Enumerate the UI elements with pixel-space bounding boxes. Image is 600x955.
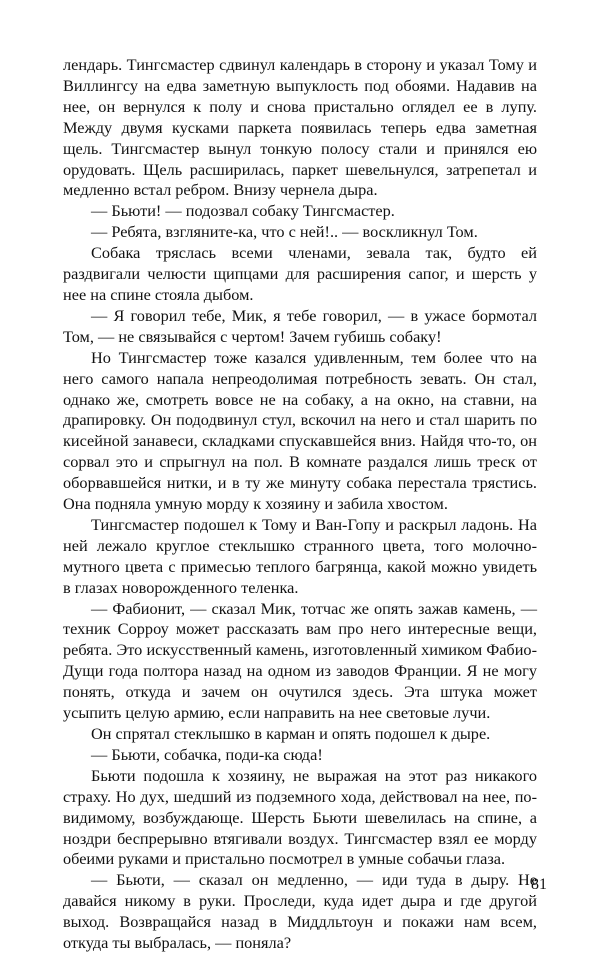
paragraph: — Бьюти! — подозвал собаку Тингсмастер. bbox=[91, 201, 395, 221]
paragraph: — Фабионит, — сказал Мик, тотчас же опять зажав камень, — техник Сорроу может рассказать вам про него интересные вещи, ребята. Это искусственный камень, изготовленный химиком Фабио-Дущи года полтора назад на одном из заводов Франции. Я не могу понять, откуда и зачем он очутился здесь. Эта штука может усыпить целую армию, если направить на нее световые лучи. bbox=[63, 598, 537, 723]
paragraph: Он спрятал стеклышко в карман и опять подошел к дыре. bbox=[91, 724, 491, 743]
paragraph: Собака тряслась всеми членами, зевала так, будто ей раздвигали челюсти щипцами для расширения сапог, и шерсть у нее на спине стояла дыбом. bbox=[63, 243, 537, 304]
paragraph: — Я говорил тебе, Мик, я тебе говорил, — в ужасе бормотал Том, — не связывайся с чертом! Зачем губишь собаку! bbox=[63, 305, 537, 346]
paragraph: — Бьюти, собачка, поди-ка сюда! bbox=[91, 744, 323, 764]
page-body bbox=[63, 55, 537, 954]
paragraph: Но Тингсмастер тоже казался удивленным, тем более что на него самого напала непреодолимая потребность зевать. Он стал, однако же, смотреть вовсе не на собаку, а на окно, на ставни, на драпировку. Он пододвинул стул, вскочил на него и стал шарить по кисейной занавеси, складками спускавшейся вниз. Найдя что-то, он сорвал это и спрыгнул на пол. В комнате раздался лишь треск от оборвавшейся нитки, и в ту же минуту собака перестала трястись. Она подняла умную морду к хозяину и забила хвостом. bbox=[63, 347, 537, 514]
paragraph: Бьюти подошла к хозяину, не выражая на этот раз никакого страху. Но дух, шедший из подземного хода, действовал на нее, по-видимому, возбуждающе. Шерсть Бьюти шевелилась на спине, а ноздри беспрерывно втягивали воздух. Тингсмастер взял ее морду обеими руками и пристально посмотрел в умные собачьи глаза. bbox=[63, 765, 537, 869]
paragraph: — Бьюти, — сказал он медленно, — иди туда в дыру. Не давайся никому в руки. Проследи, куда идет дыра и где другой выход. Возвращайся назад в Миддльтоун и покажи нам всем, откуда ты выбралась, — поняла? bbox=[63, 870, 537, 953]
page-number: 81 bbox=[531, 876, 547, 893]
paragraph: Тингсмастер подошел к Тому и Ван-Гопу и раскрыл ладонь. На ней лежало круглое стеклышко странного цвета, того молочно-мутного цвета с примесью теплого багрянца, какой можно увидеть в глазах новорожденного теленка. bbox=[63, 514, 537, 597]
paragraph: лендарь. Тингсмастер сдвинул календарь в сторону и указал Тому и Виллингсу на едва заметную выпуклость под обоями. Надавив на нее, он вернулся к полу и снова пристально оглядел ее в лупу. Между двумя кусками паркета появилась теперь едва заметная щель. Тингсмастер вынул тонкую полосу стали и принялся ею орудовать. Щель расширилась, паркет шевельнулся, затрепетал и медленно встал ребром. Внизу чернела дыра. bbox=[63, 55, 537, 200]
paragraph: — Ребята, взгляните-ка, что с ней!.. — воскликнул Том. bbox=[91, 222, 478, 242]
